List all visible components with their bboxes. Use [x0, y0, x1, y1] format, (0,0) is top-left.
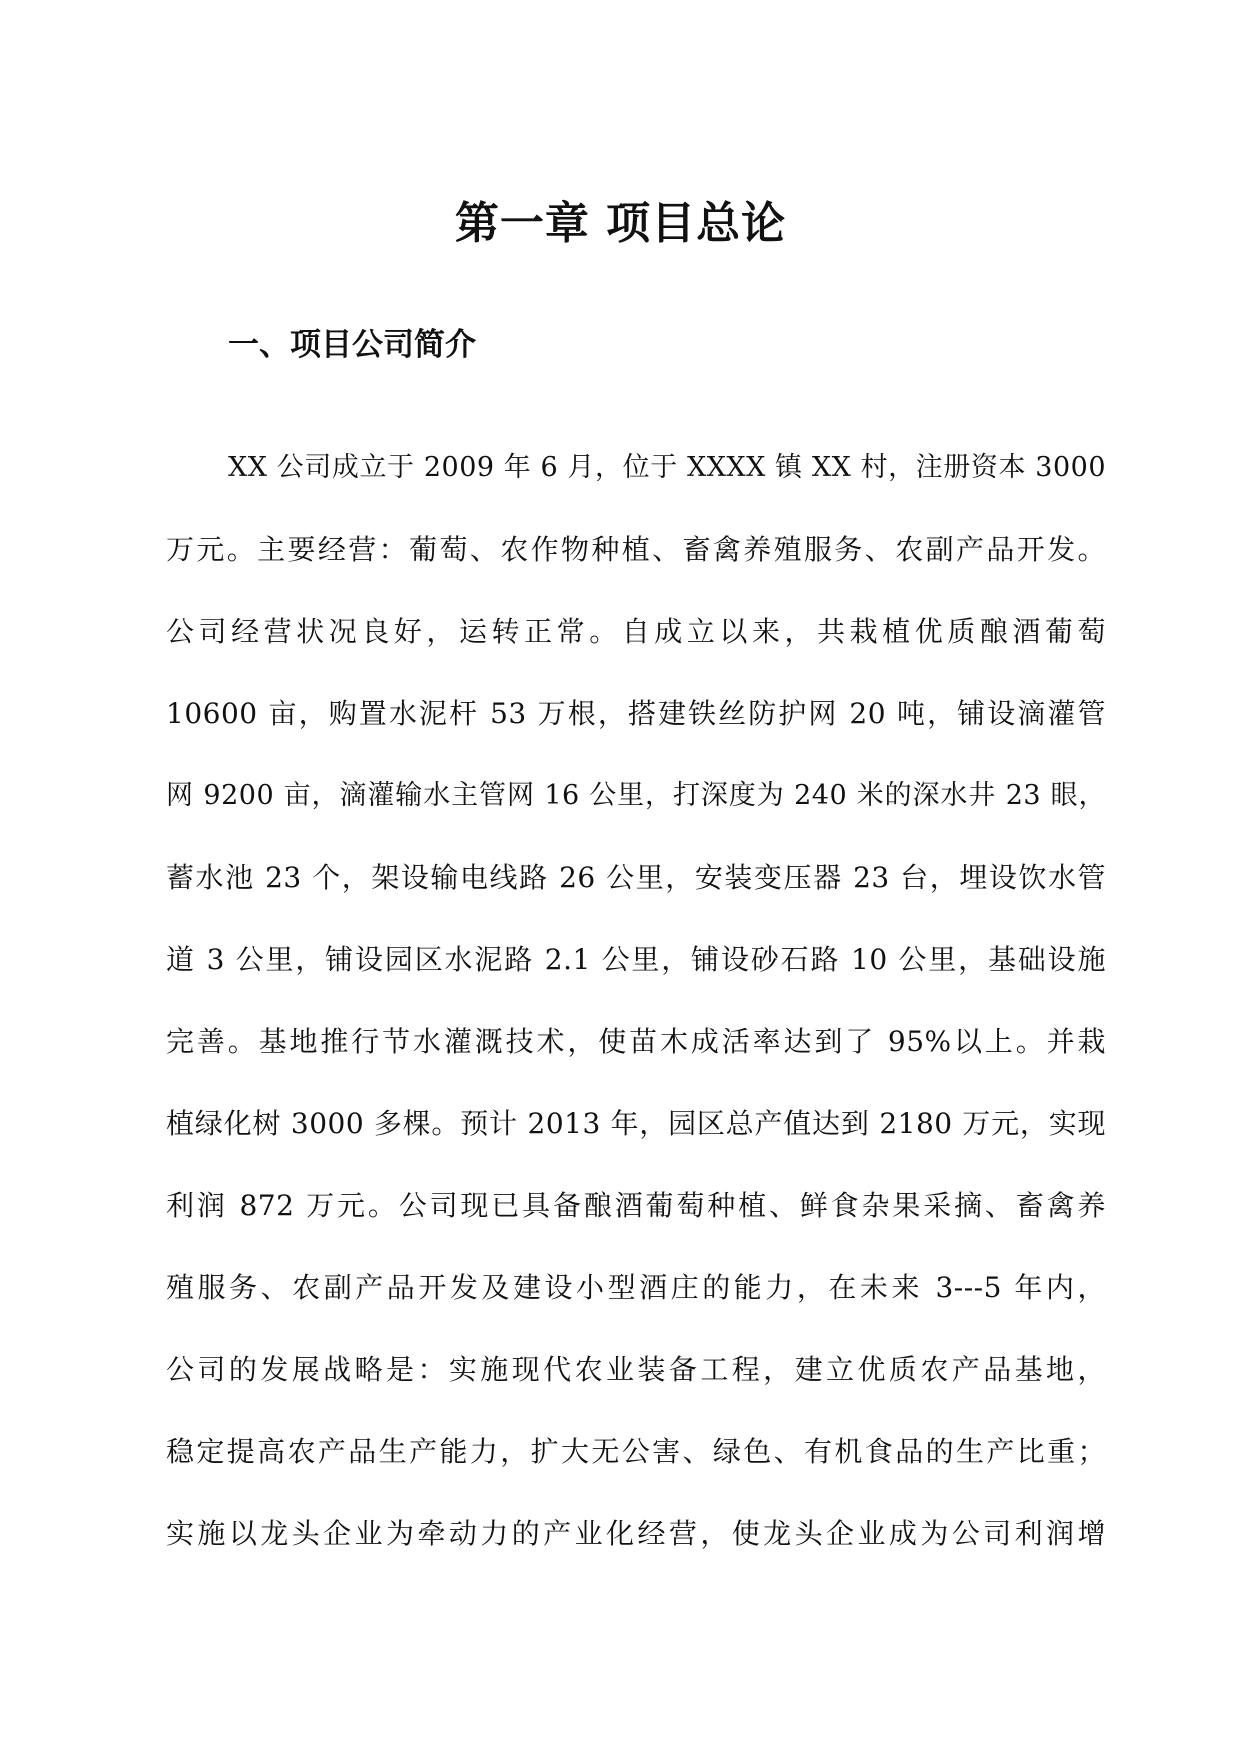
paragraph-line: 植绿化树 3000 多棵。预计 2013 年，园区总产值达到 2180 万元，实现 [166, 1107, 1106, 1140]
paragraph-line: 殖服务、农副产品开发及建设小型酒庄的能力，在未来 3---5 年内， [166, 1271, 1106, 1304]
paragraph-line: 道 3 公里，铺设园区水泥路 2.1 公里，铺设砂石路 10 公里，基础设施 [166, 943, 1106, 976]
paragraph-line: 公司经营状况良好，运转正常。自成立以来，共栽植优质酿酒葡萄 [166, 615, 1106, 648]
body-paragraph [166, 438, 1106, 1586]
paragraph-line: 公司的发展战略是：实施现代农业装备工程，建立优质农产品基地， [166, 1353, 1106, 1386]
section-heading: 一、项目公司简介 [228, 327, 476, 363]
paragraph-line: 稳定提高农产品生产能力，扩大无公害、绿色、有机食品的生产比重； [166, 1435, 1106, 1468]
chapter-title: 第一章 项目总论 [454, 198, 787, 249]
paragraph-line: 网 9200 亩，滴灌输水主管网 16 公里，打深度为 240 米的深水井 23 眼， [166, 780, 1106, 811]
paragraph-line: 利润 872 万元。公司现已具备酿酒葡萄种植、鲜食杂果采摘、畜禽养 [166, 1189, 1106, 1222]
paragraph-line: 10600 亩，购置水泥杆 53 万根，搭建铁丝防护网 20 吨，铺设滴灌管 [166, 697, 1106, 730]
paragraph-line: 万元。主要经营：葡萄、农作物种植、畜禽养殖服务、农副产品开发。 [166, 533, 1106, 566]
paragraph-line: 蓄水池 23 个，架设输电线路 26 公里，安装变压器 23 台，埋设饮水管 [166, 861, 1106, 894]
paragraph-line: 完善。基地推行节水灌溉技术，使苗木成活率达到了 95%以上。并栽 [166, 1025, 1106, 1058]
paragraph-line: XX 公司成立于 2009 年 6 月，位于 XXXX 镇 XX 村，注册资本 3000 [228, 452, 1106, 483]
paragraph-line: 实施以龙头企业为牵动力的产业化经营，使龙头企业成为公司利润增 [166, 1517, 1106, 1550]
